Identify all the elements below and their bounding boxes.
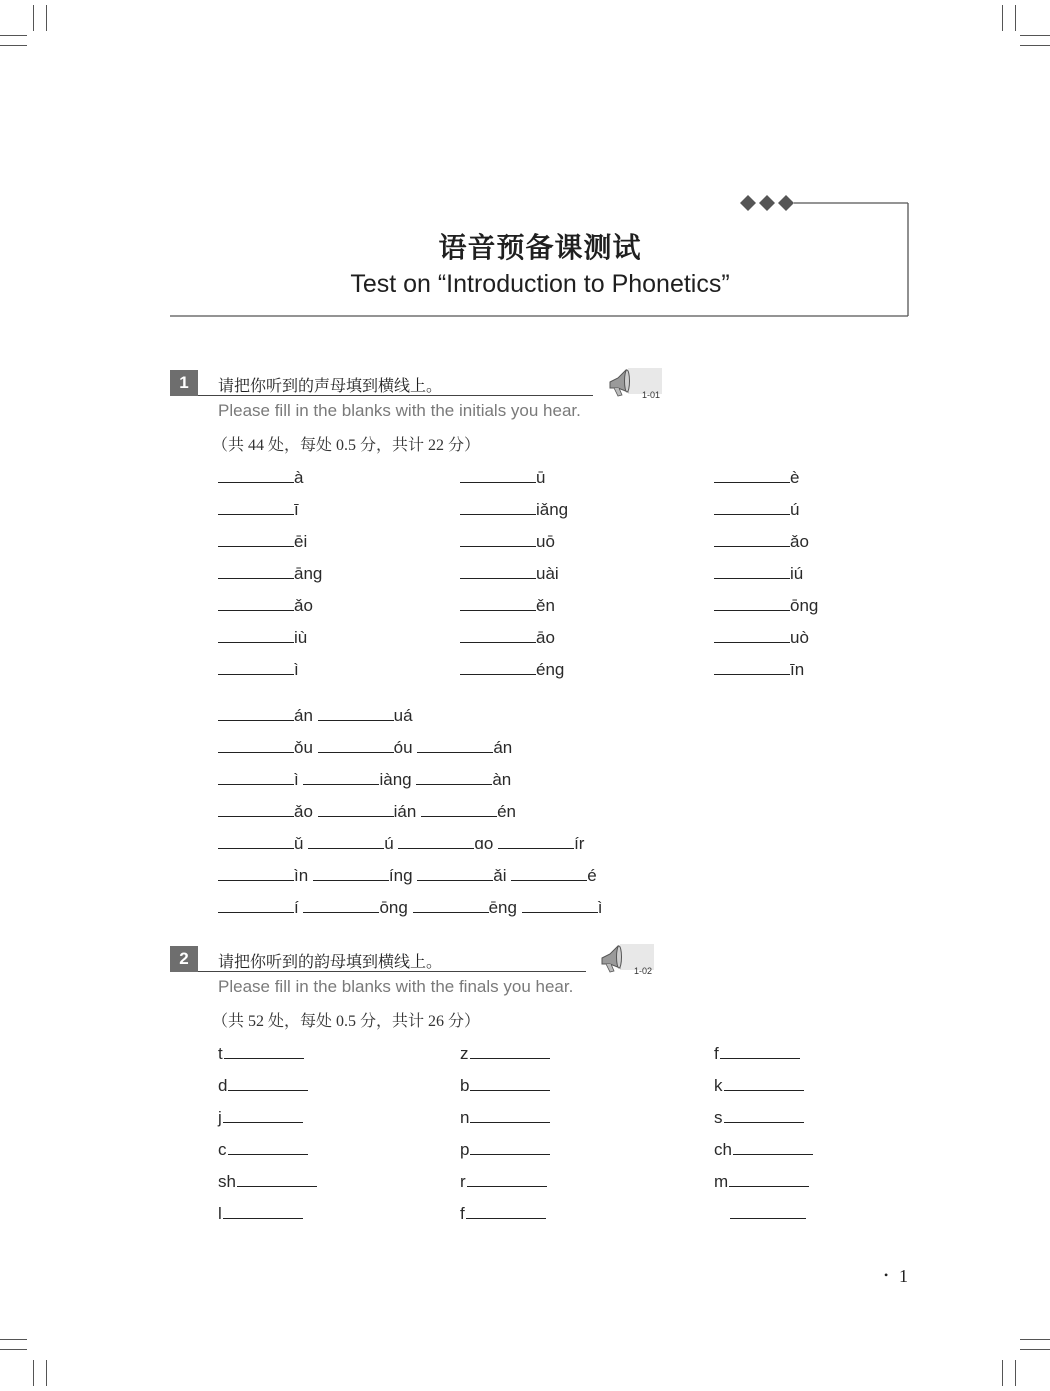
blank-item: ēi [218,530,307,552]
blank-item: ǎo [218,594,313,616]
answer-blank[interactable] [714,626,790,643]
blank-item: iǎng [460,498,568,520]
answer-blank[interactable] [218,562,294,579]
answer-blank[interactable] [318,704,394,721]
word-row: ìn íng ǎi é [218,864,597,886]
answer-blank[interactable] [218,530,294,547]
answer-blank[interactable] [228,1138,308,1155]
blank-item: āng [218,562,322,584]
blank-item: uò [714,626,809,648]
section-rule [198,395,593,396]
answer-blank[interactable] [218,736,294,753]
blank-item: ch [714,1138,813,1160]
answer-blank[interactable] [303,768,379,785]
answer-blank[interactable] [460,626,536,643]
section-instruction-cn: 请把你听到的声母填到横线上。 [218,376,443,395]
answer-blank[interactable] [417,736,493,753]
blank-item: l [218,1202,303,1224]
blank-item: d [218,1074,308,1096]
word-row: ǔ ú ɑo ír [218,832,584,854]
crop-mark [1002,1360,1003,1386]
blank-item: ū [460,466,545,488]
blank-item [729,1202,806,1224]
crop-mark [1020,1349,1050,1350]
section-instruction-en: Please fill in the blanks with the finals you hear. [218,977,574,996]
crop-mark [0,1349,27,1350]
answer-blank[interactable] [237,1170,317,1187]
blank-item: c [218,1138,308,1160]
answer-blank[interactable] [421,800,497,817]
word-row: í ōng ēng ì [218,896,602,918]
blank-item: t [218,1042,304,1064]
answer-blank[interactable] [218,896,294,913]
blank-item: ōng [714,594,818,616]
blank-item: r [460,1170,547,1192]
blank-item: uài [460,562,559,584]
blank-item: z [460,1042,550,1064]
section-instruction-en: Please fill in the blanks with the initials you hear. [218,401,581,420]
blank-item: n [460,1106,550,1128]
blank-item: f [714,1042,800,1064]
answer-blank[interactable] [398,832,474,849]
page-subtitle: Test on “Introduction to Phonetics” [350,270,730,298]
track-number: 1-01 [642,390,661,400]
answer-blank[interactable] [724,1106,804,1123]
answer-blank[interactable] [460,530,536,547]
answer-blank[interactable] [470,1138,550,1155]
section-rule [198,971,586,972]
blank-item: b [460,1074,550,1096]
crop-mark [0,1339,27,1340]
blank-item: à [218,466,303,488]
section-instruction-cn: 请把你听到的韵母填到横线上。 [218,952,443,971]
blank-item: iù [218,626,307,648]
answer-blank[interactable] [318,800,394,817]
blank-item: ǎo [714,530,809,552]
blank-item: è [714,466,799,488]
answer-blank[interactable] [460,594,536,611]
page-title: 语音预备课测试 [438,231,642,264]
answer-blank[interactable] [460,466,536,483]
answer-blank[interactable] [498,832,574,849]
blank-item: āo [460,626,555,648]
answer-blank[interactable] [218,832,294,849]
answer-blank[interactable] [460,658,536,675]
answer-blank[interactable] [218,466,294,483]
answer-blank[interactable] [733,1138,813,1155]
crop-mark [46,1360,47,1386]
blank-item: f [460,1202,546,1224]
blank-item: īn [714,658,804,680]
blank-item: s [714,1106,804,1128]
answer-blank[interactable] [470,1042,550,1059]
answer-blank[interactable] [303,896,379,913]
answer-blank[interactable] [460,562,536,579]
blank-item: éng [460,658,564,680]
word-row: ǒu óu án [218,736,512,758]
answer-blank[interactable] [470,1106,550,1123]
answer-blank[interactable] [218,768,294,785]
page-bullet: • [884,1268,889,1282]
blank-item: iú [714,562,803,584]
answer-blank[interactable] [224,1042,304,1059]
answer-blank[interactable] [308,832,384,849]
section-number: 1 [170,370,198,396]
answer-blank[interactable] [714,594,790,611]
page-number: 1 [899,1266,908,1286]
answer-blank[interactable] [318,736,394,753]
answer-blank[interactable] [466,1202,546,1219]
word-row: ǎo ián én [218,800,516,822]
blank-item: p [460,1138,550,1160]
answer-blank[interactable] [218,658,294,675]
crop-mark [33,1360,34,1386]
answer-blank[interactable] [714,498,790,515]
blank-item: k [714,1074,804,1096]
answer-blank[interactable] [714,530,790,547]
answer-blank[interactable] [223,1106,303,1123]
answer-blank[interactable] [218,864,294,881]
answer-blank[interactable] [413,896,489,913]
answer-blank[interactable] [218,626,294,643]
blank-item: sh [218,1170,317,1192]
answer-blank[interactable] [729,1170,809,1187]
section-score: （共 52 处，每处 0.5 分，共计 26 分） [212,1013,481,1030]
blank-item: ěn [460,594,555,616]
blank-item: j [218,1106,303,1128]
answer-blank[interactable] [714,562,790,579]
crop-mark [1020,1339,1050,1340]
answer-blank[interactable] [228,1074,308,1091]
answer-blank[interactable] [714,466,790,483]
track-number: 1-02 [634,966,653,976]
blank-item: ī [218,498,299,520]
answer-blank[interactable] [460,498,536,515]
answer-blank[interactable] [223,1202,303,1219]
blank-item: ì [218,658,299,680]
answer-blank[interactable] [714,658,790,675]
answer-blank[interactable] [511,864,587,881]
answer-blank[interactable] [218,704,294,721]
answer-blank[interactable] [720,1042,800,1059]
answer-blank[interactable] [417,864,493,881]
answer-blank[interactable] [416,768,492,785]
answer-blank[interactable] [313,864,389,881]
word-row: án uá [218,704,413,726]
section-score: （共 44 处，每处 0.5 分，共计 22 分） [212,437,481,454]
answer-blank[interactable] [470,1074,550,1091]
crop-mark [1015,1360,1016,1386]
answer-blank[interactable] [218,800,294,817]
blank-item: uō [460,530,555,552]
answer-blank[interactable] [724,1074,804,1091]
answer-blank[interactable] [218,594,294,611]
section-number: 2 [170,946,198,972]
answer-blank[interactable] [467,1170,547,1187]
word-row: ì iàng àn [218,768,511,790]
answer-blank[interactable] [522,896,598,913]
answer-blank[interactable] [218,498,294,515]
blank-item: ú [714,498,799,520]
answer-blank[interactable] [730,1202,806,1219]
blank-item: m [714,1170,809,1192]
